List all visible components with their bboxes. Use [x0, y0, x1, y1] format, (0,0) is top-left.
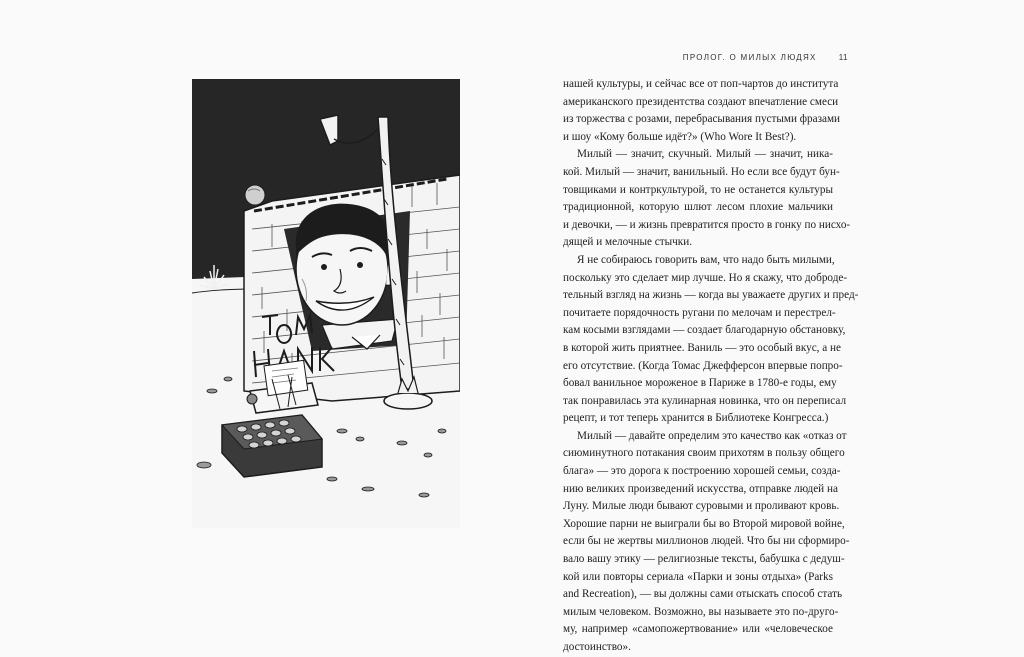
text-line: рецепт, и тот теперь хранится в Библиотеке Конгресса.)	[563, 412, 829, 425]
text-line: му, например «самопожертвование» или «человеческое	[563, 623, 833, 636]
text-line: американского президентства создают впечатление смеси	[563, 95, 839, 108]
text-line: нашей культуры, и сейчас все от поп-чартов до института	[563, 78, 839, 90]
text-line: так понравилась эта кулинарная новинка, что он переписал	[563, 394, 847, 407]
chapter-title: ПРОЛОГ. О МИЛЫХ ЛЮДЯХ	[682, 53, 817, 62]
text-line: из торжества с розами, перебрасывания пустыми фразами	[563, 113, 841, 126]
text-line: дящей и мелочные стычки.	[563, 236, 693, 249]
paragraph-1	[563, 76, 841, 146]
text-line: бовал ванильное мороженое в Париже в 1780-е годы, ему	[563, 377, 837, 390]
running-head	[683, 53, 848, 62]
text-line: традиционной, которую шлют лесом плохие мальчики	[563, 201, 833, 214]
text-line: кой. Милый — значит, ванильный. Но если все будут бун-	[563, 165, 840, 178]
text-line: вало вашу этику — религиозные тексты, бабушка с дедуш-	[563, 553, 845, 566]
text-line: сиюминутного потакания своим прихотям в пользу общего	[563, 447, 845, 460]
text-line: Милый — давайте определим это качество как «отказ от	[577, 429, 847, 442]
text-line: достоинство».	[563, 641, 631, 653]
text-line: его отсутствие. (Когда Томас Джефферсон впервые попро-	[563, 359, 843, 372]
text-line: Луну. Милые люди бывают суровыми и проливают кровь.	[563, 500, 840, 513]
text-line: Милый — значит, скучный. Милый — значит, ника-	[577, 148, 833, 161]
text-line: нию великих произведений искусства, отправке людей на	[563, 482, 838, 495]
text-line: Хорошие парни не выиграли бы во Второй мировой войне,	[563, 517, 845, 530]
page-number: 11	[838, 53, 848, 62]
text-line: кам косыми взглядами — создает благодарную обстановку,	[563, 324, 846, 337]
text-line: если бы не жертвы миллионов людей. Что бы ни сформиро-	[563, 535, 850, 548]
paragraph-4	[563, 428, 850, 657]
body-text	[563, 76, 859, 657]
text-line: блага» — это дорога к построению хорошей семьи, созда-	[563, 465, 841, 478]
text-line: and Recreation), — вы должны сами отыскать способ стать	[563, 588, 843, 601]
text-line: милым человеком. Возможно, вы называете это по-друго-	[563, 605, 839, 618]
paragraph-2	[563, 146, 851, 252]
text-line: поскольку это сделает мир лучше. Но я скажу, что доброде-	[563, 271, 848, 284]
tom-hanks-typewriter-drawing	[192, 79, 460, 528]
text-line: кой или повторы сериала «Парки и зоны отдыха» (Parks	[563, 570, 833, 583]
text-line: в которой жить приятнее. Ваниль — это особый вкус, а не	[563, 341, 841, 354]
text-line: тельный взгляд на жизнь — когда вы уважаете других и пред-	[563, 289, 859, 302]
text-line: почитаете порядочность ругани по мелочам и перестрел-	[563, 306, 836, 319]
illustration	[192, 79, 460, 528]
text-line: товщиками и контркультурой, то не останется культуры	[563, 183, 833, 196]
text-line: и шоу «Кому больше идёт?» (Who Wore It Best?).	[563, 130, 797, 143]
text-line: и девочки, — и жизнь превратится просто в гонку по нисхо-	[563, 218, 851, 231]
text-line: Я не собираюсь говорить вам, что надо быть милыми,	[577, 253, 835, 266]
paragraph-3	[563, 252, 859, 428]
moon-icon	[245, 185, 265, 205]
